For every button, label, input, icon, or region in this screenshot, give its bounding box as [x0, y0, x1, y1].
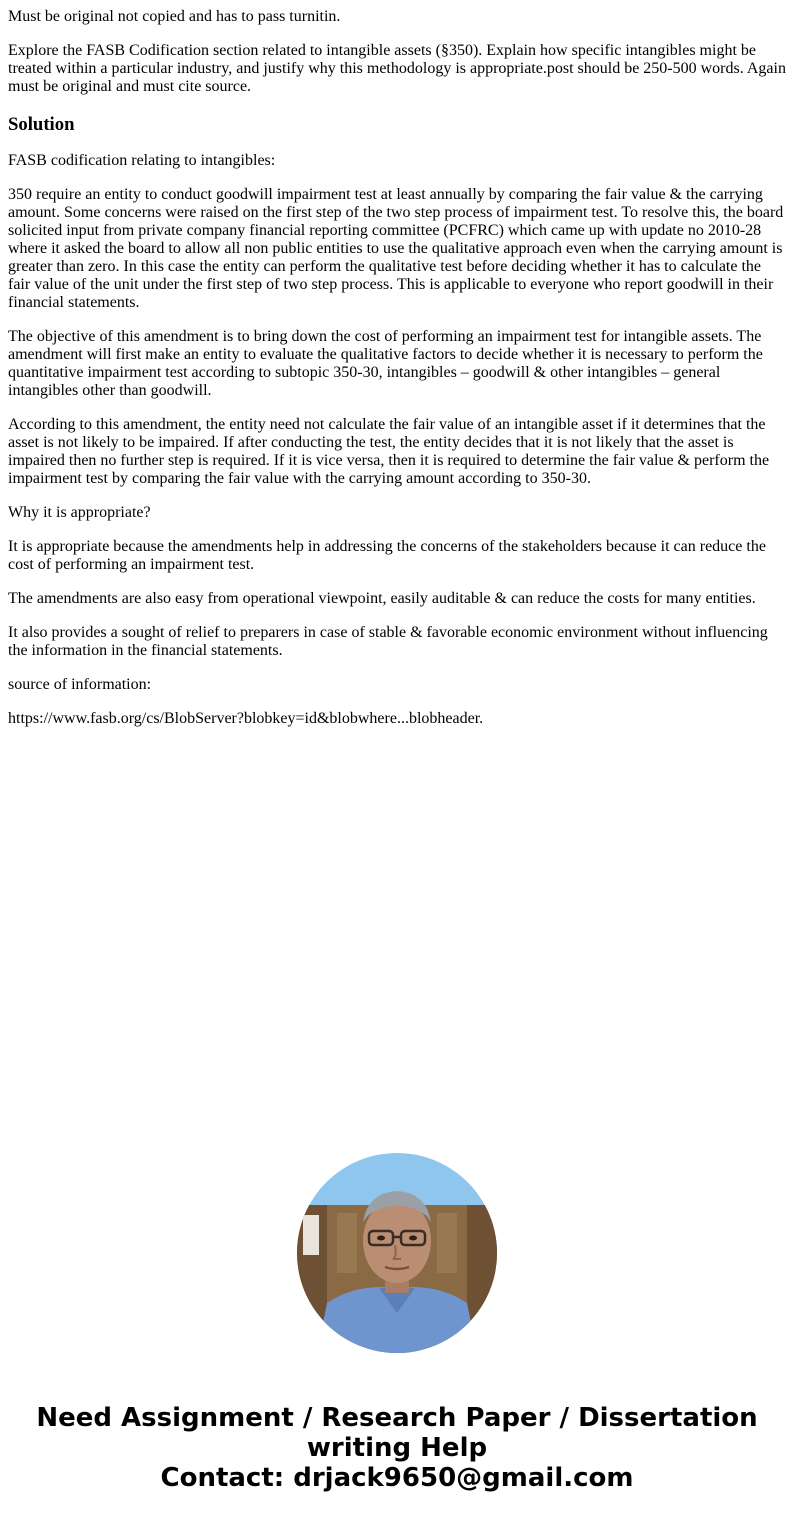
question-prompt: Explore the FASB Codification section related to intangible assets (§350). Explain how specific intangibles might be treated within a particular industry, and justify why this methodology is appropriate.post should be 250-500 words. Again must be original and must cite source. — [8, 42, 786, 95]
banner-line-1: Need Assignment / Research Paper / Dissertation — [36, 1403, 758, 1433]
solution-paragraph: 350 require an entity to conduct goodwill impairment test at least annually by comparing the fair value & the carrying amount. Some concerns were raised on the first step of the two step process of impairment test. To resolve this, the board solicited input from private company financial reporting committee (PCFRC) which came up with update no 2010-28 where it asked the board to allow all non public entities to use the qualitative approach even when the carrying amount is greater than zero. In this case the entity can perform the qualitative test before deciding whether it has to calculate the fair value of the unit under the first step of two step process. This is applicable to everyone who report goodwill in their financial statements. — [8, 186, 784, 311]
page-content — [8, 8, 786, 744]
solution-paragraph: According to this amendment, the entity need not calculate the fair value of an intangible asset if it determines that the asset is not likely to be impaired. If after conducting the test, the entity decides that it is not likely that the asset is impaired then no further step is required. If it is vice versa, then it is required to determine the fair value & perform the impairment test by comparing the fair value with the carrying amount according to 350-30. — [8, 416, 770, 487]
solution-paragraph: It also provides a sought of relief to preparers in case of stable & favorable economic environment without influencing the information in the financial statements. — [8, 624, 768, 659]
solution-paragraph: The objective of this amendment is to bring down the cost of performing an impairment test for intangible assets. The amendment will first make an entity to evaluate the qualitative factors to decide whether it is necessary to perform the quantitative impairment test according to subtopic 350-30, intangibles – goodwill & other intangibles – general intangibles other than goodwill. — [8, 328, 763, 399]
banner-line-2: writing Help — [306, 1433, 488, 1463]
question-requirement: Must be original not copied and has to pass turnitin. — [8, 8, 341, 25]
author-avatar — [297, 1153, 497, 1353]
solution-paragraph: It is appropriate because the amendments help in addressing the concerns of the stakeholders because it can reduce the cost of performing an impairment test. — [8, 538, 766, 573]
solution-paragraph: The amendments are also easy from operational viewpoint, easily auditable & can reduce the costs for many entities. — [8, 590, 756, 607]
solution-paragraph: FASB codification relating to intangibles: — [8, 152, 276, 169]
banner-contact: Contact: drjack9650@gmail.com — [160, 1463, 634, 1493]
contact-banner — [0, 1403, 794, 1493]
source-label: source of information: — [8, 676, 152, 693]
source-url: https://www.fasb.org/cs/BlobServer?blobkey=id&blobwhere...blobheader. — [8, 710, 484, 727]
author-portrait-icon — [297, 1153, 497, 1353]
solution-heading: Solution — [8, 114, 75, 135]
solution-paragraph: Why it is appropriate? — [8, 504, 151, 521]
